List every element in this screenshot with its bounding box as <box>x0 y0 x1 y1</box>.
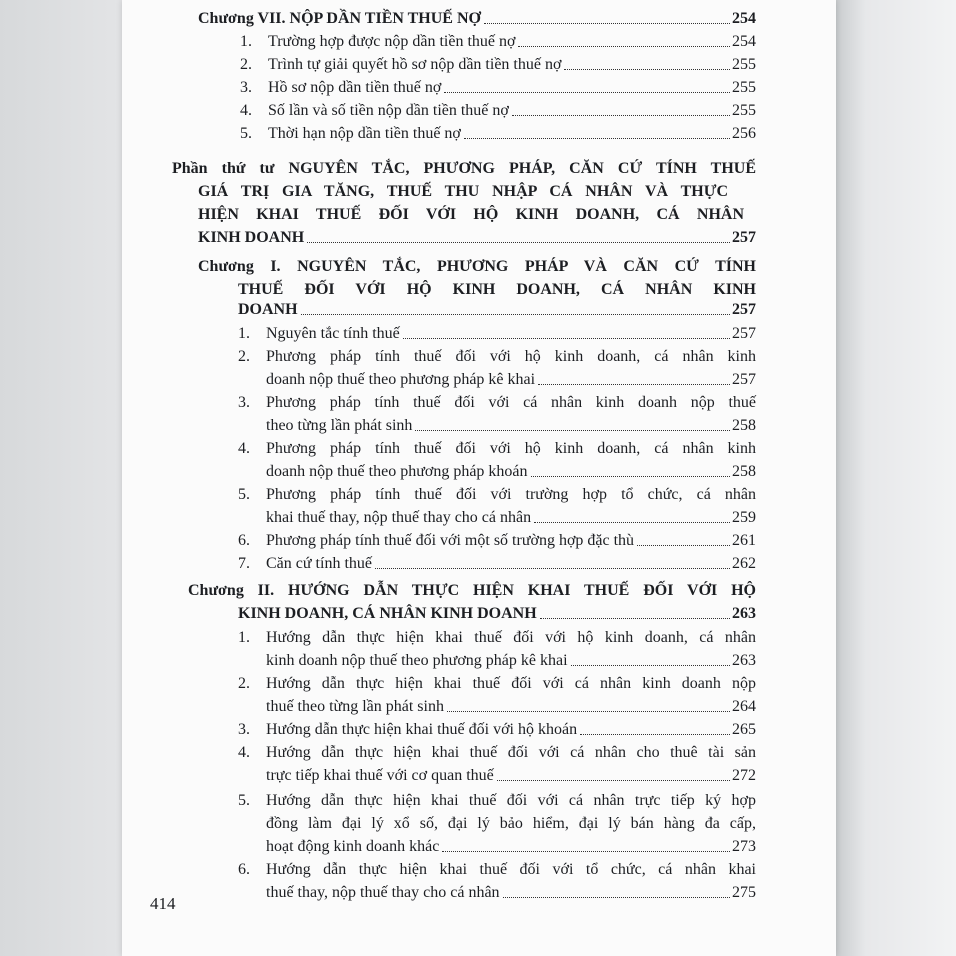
item-number: 4. <box>240 102 252 119</box>
page-number: 414 <box>150 894 176 913</box>
toc-item: hoạt động kinh doanh khác 273 <box>266 838 756 855</box>
toc-chapter-2: KINH DOANH, CÁ NHÂN KINH DOANH 263 <box>238 605 756 622</box>
chapter-heading-line: Chương I. NGUYÊN TẮC, PHƯƠNG PHÁP VÀ CĂN CỨ TÍNH <box>198 258 756 275</box>
toc-item-line: Phương pháp tính thuế đối với trường hợp tổ chức, cá nhân <box>266 486 756 503</box>
toc-item: thuế theo từng lần phát sinh 264 <box>266 698 756 715</box>
item-number: 2. <box>240 56 252 73</box>
item-number: 4. <box>238 744 250 761</box>
toc-item: doanh nộp thuế theo phương pháp khoán 258 <box>266 463 756 480</box>
item-number: 6. <box>238 861 250 878</box>
item-number: 1. <box>238 325 250 342</box>
toc-chapter-1: DOANH 257 <box>238 301 756 318</box>
item-number: 2. <box>238 675 250 692</box>
item-number: 7. <box>238 555 250 572</box>
chapter-heading-line: Chương II. HƯỚNG DẪN THỰC HIỆN KHAI THUẾ ĐỐI VỚI HỘ <box>188 582 756 599</box>
toc-item: Nguyên tắc tính thuế 257 <box>266 325 756 342</box>
item-number: 3. <box>238 394 250 411</box>
item-number: 1. <box>240 33 252 50</box>
toc-item: Số lần và số tiền nộp dần tiền thuế nợ 255 <box>268 102 756 119</box>
toc-item: khai thuế thay, nộp thuế thay cho cá nhân 259 <box>266 509 756 526</box>
left-background <box>0 0 122 956</box>
item-number: 4. <box>238 440 250 457</box>
toc-item-line: Phương pháp tính thuế đối với hộ kinh doanh, cá nhân kinh <box>266 440 756 457</box>
toc-item: doanh nộp thuế theo phương pháp kê khai 257 <box>266 371 756 388</box>
page-ref: 254 <box>732 10 756 27</box>
toc-item: Trình tự giải quyết hồ sơ nộp dần tiền thuế nợ 255 <box>268 56 756 73</box>
part-heading-line: GIÁ TRỊ GIA TĂNG, THUẾ THU NHẬP CÁ NHÂN VÀ THỰC <box>198 183 728 200</box>
toc-item-line: Hướng dẫn thực hiện khai thuế đối với hộ kinh doanh, cá nhân <box>266 629 756 646</box>
page-edge <box>836 0 956 956</box>
item-number: 1. <box>238 629 250 646</box>
toc-chapter-7 <box>198 8 756 30</box>
toc-item: trực tiếp khai thuế với cơ quan thuế 272 <box>266 767 756 784</box>
part-heading-line: HIỆN KHAI THUẾ ĐỐI VỚI HỘ KINH DOANH, CÁ NHÂN <box>198 206 744 223</box>
toc-item-line: Phương pháp tính thuế đối với hộ kinh doanh, cá nhân kinh <box>266 348 756 365</box>
part-heading-line: Phần thứ tư NGUYÊN TẮC, PHƯƠNG PHÁP, CĂN CỨ TÍNH THUẾ <box>172 160 756 177</box>
toc-item: Căn cứ tính thuế 262 <box>266 555 756 572</box>
toc-item-line: Phương pháp tính thuế đối với cá nhân kinh doanh nộp thuế <box>266 394 756 411</box>
toc-item-line: Hướng dẫn thực hiện khai thuế đối với tổ chức, cá nhân khai <box>266 861 756 878</box>
item-number: 2. <box>238 348 250 365</box>
toc-item: Hướng dẫn thực hiện khai thuế đối với hộ khoán 265 <box>266 721 756 738</box>
chapter-title: Chương VII. NỘP DẦN TIỀN THUẾ NỢ <box>198 10 481 27</box>
toc-item-line: đồng làm đại lý xổ số, đại lý bảo hiểm, đại lý bán hàng đa cấp, <box>266 815 756 832</box>
toc-item: Hồ sơ nộp dần tiền thuế nợ 255 <box>268 79 756 96</box>
toc-item: Trường hợp được nộp dần tiền thuế nợ 254 <box>268 33 756 50</box>
item-number: 3. <box>238 721 250 738</box>
toc-item: kinh doanh nộp thuế theo phương pháp kê khai 263 <box>266 652 756 669</box>
item-number: 5. <box>238 792 250 809</box>
toc-item-line: Hướng dẫn thực hiện khai thuế đối với cá nhân trực tiếp ký hợp <box>266 792 756 809</box>
toc-part-4: KINH DOANH 257 <box>198 229 756 246</box>
item-number: 3. <box>240 79 252 96</box>
toc-item: thuế thay, nộp thuế thay cho cá nhân 275 <box>266 884 756 901</box>
toc-item: Thời hạn nộp dần tiền thuế nợ 256 <box>268 125 756 142</box>
chapter-heading-line: THUẾ ĐỐI VỚI HỘ KINH DOANH, CÁ NHÂN KINH <box>238 281 756 298</box>
toc-item-line: Hướng dẫn thực hiện khai thuế đối với cá nhân cho thuê tài sản <box>266 744 756 761</box>
toc-item: Phương pháp tính thuế đối với một số trường hợp đặc thù 261 <box>266 532 756 549</box>
toc-item: theo từng lần phát sinh 258 <box>266 417 756 434</box>
toc-item-line: Hướng dẫn thực hiện khai thuế đối với cá nhân kinh doanh nộp <box>266 675 756 692</box>
item-number: 6. <box>238 532 250 549</box>
item-number: 5. <box>238 486 250 503</box>
item-number: 5. <box>240 125 252 142</box>
